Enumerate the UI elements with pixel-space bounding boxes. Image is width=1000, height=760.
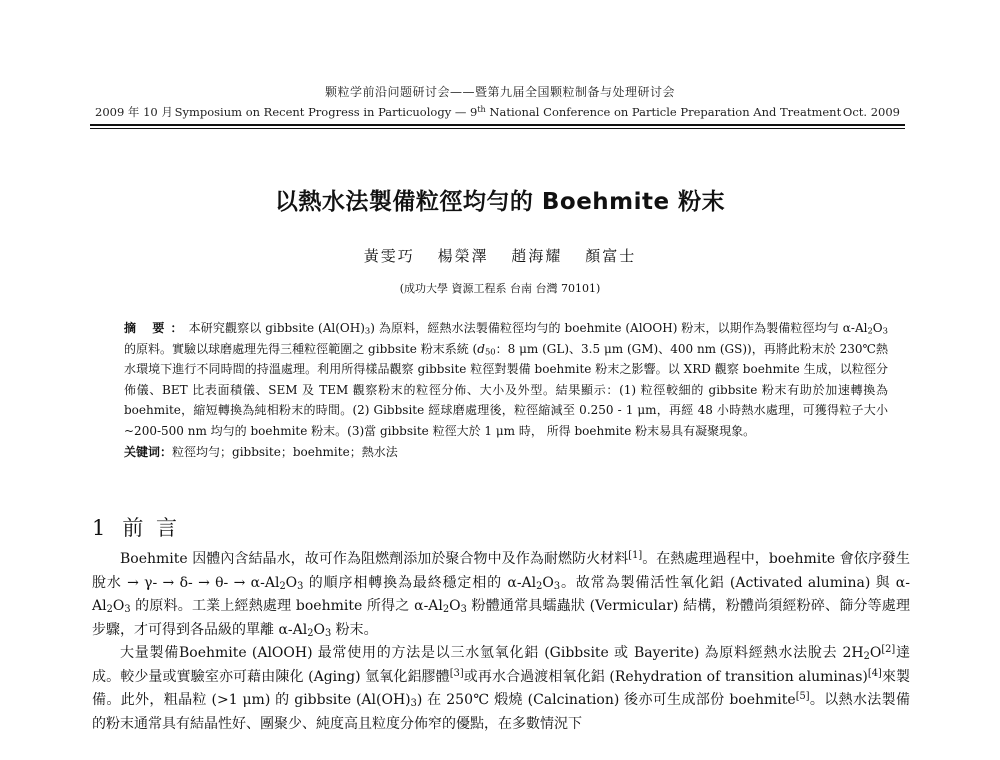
abstract-label: 摘 要： [124, 321, 189, 335]
paragraph: 大量製備Boehmite (AlOOH) 最常使用的方法是以三水氫氧化鋁 (Gibbsite 或 Bayerite) 為原料經熱水法脫去 $2H_2O[2]$達成。較少量或實驗室亦可藉由陳化 (Aging) 氫氧化鋁膠體[3]或再水合過渡相氧化鋁 (Rehydration of transition aluminas)[4]來製備。此外，粗晶粒 (>1 μm) 的 gibbsite $(Al(OH)_3)$ 在 250℃ 煅燒 (Calcination) 後亦可生成部份 boehmite[5]。以熱水法製備的粉末通常具有結晶性好、團聚少、純度高且粒度分佈窄的優點，在多數情況下 [92, 644, 911, 732]
author-name: 顏富士 [585, 247, 637, 265]
section-number: 1 [92, 516, 109, 540]
abstract [124, 318, 888, 462]
header-rule-thin [90, 128, 905, 129]
keywords-label: 关键词： [124, 444, 173, 459]
body-text [92, 548, 910, 736]
author-list [0, 245, 1000, 266]
header-date-en: Oct. 2009 [842, 105, 900, 119]
paper-title: 以熱水法製備粒徑均勻的 Boehmite 粉末 [274, 189, 726, 215]
keywords-text: 粒徑均勻；gibbsite；boehmite；熱水法 [172, 444, 398, 459]
header-rule-thick [90, 124, 905, 126]
section-heading [92, 512, 180, 542]
affiliation: (成功大學 資源工程系 台南 台灣 70101) [399, 282, 601, 295]
running-header-en [95, 104, 900, 120]
abstract-body: 摘 要：本研究觀察以 gibbsite $(Al(OH)_3)$ 為原料，經熱水法製備粒徑均勻的 boehmite (AlOOH) 粉末，以期作為製備粒徑均勻 $\alpha-Al_2O_3$ 的原料。實驗以球磨處理先得三種粒徑範圍之 gibbsite 粉末系統 ($d_{50}$：8 μm (GL)、3.5 μm (GM)、400 nm (GS))，再將此粉末於 230℃熱水環境下進行不同時間的持溫處理。利用所得樣品觀察 gibbsite 粒徑對製備 boehmite 粉末之影響。以 XRD 觀察 boehmite 生成，以粒徑分佈儀、BET 比表面積儀、SEM 及 TEM 觀察粉末的粒徑分佈、大小及外型。結果顯示：(1) 粒徑較細的 gibbsite 粉末有助於加速轉換為 boehmite，縮短轉換為純相粉末的時間。(2) Gibbsite 經球磨處理後，粒徑縮減至 0.250 - 1 μm，再經 48 小時熱水處理，可獲得粒子大小~200-500 nm 均勻的 boehmite 粉末。(3)當 gibbsite 粒徑大於 1 μm 時， 所得 boehmite 粉末易具有凝聚現象。 [124, 321, 888, 438]
header-conference-en: Symposium on Recent Progress in Particuology — 9th National Conference on Particle Preparation And Treatment [174, 104, 842, 119]
author-name: 趙海耀 [511, 247, 563, 265]
section-title: 前 言 [122, 516, 181, 540]
keywords [124, 442, 888, 463]
header-date-cn: 2009 年 10 月 [95, 105, 173, 119]
author-name: 黃雯巧 [363, 247, 415, 265]
paragraph: Boehmite 因體內含結晶水，故可作為阻燃劑添加於聚合物中及作為耐燃防火材料[1]。在熱處理過程中，boehmite 會依序發生脫水 → $\gamma- \to \delta- \to \theta- \to \alpha-Al_2O_3$ 的順序相轉換為最終穩定相的 $\alpha-Al_2O_3$。故常為製備活性氧化鋁 (Activated alumina) 與 $\alpha-Al_2O_3$ 的原料。工業上經熱處理 boehmite 所得之 $\alpha-Al_2O_3$ 粉體通常具蠕蟲狀 (Vermicular) 結構，粉體尚須經粉碎、篩分等處理步驟，才可得到各品級的單離 $\alpha-Al_2O_3$ 粉末。 [92, 550, 911, 639]
author-name: 楊榮澤 [437, 247, 489, 265]
running-header-cn: 颗粒学前沿问题研讨会——暨第九届全国颗粒制备与处理研讨会 [324, 85, 675, 99]
